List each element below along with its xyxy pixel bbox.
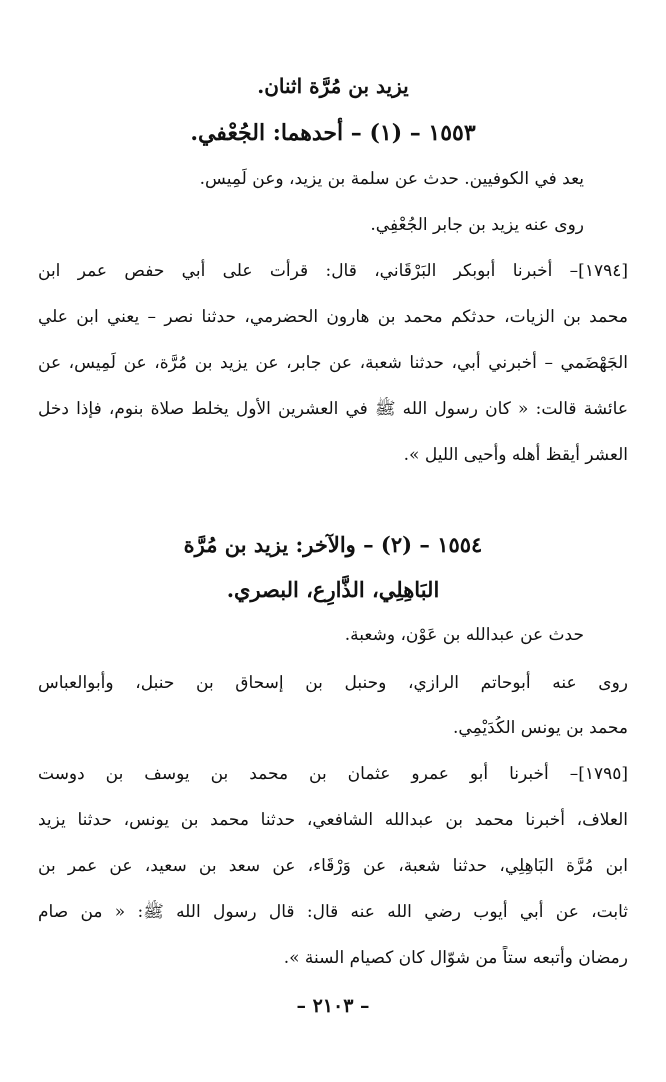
section-title: يزيد بن مُرَّة اثنان. xyxy=(257,74,409,98)
entry-1554-heading-1: ١٥٥٤ – (٢) – والآخر: يزيد بن مُرَّة xyxy=(183,532,483,557)
entry-1554-line-7: ثابت، عن أبي أيوب رضي الله عنه قال: قال رسول الله ﷺ: « من صام xyxy=(38,902,628,922)
page-number: – ٢١٠٣ – xyxy=(296,995,370,1017)
entry-1553-line-5: الجَهْضَمي – أخبرني أبي، حدثنا شعبة، عن جابر، عن يزيد بن مُرَّة، عن لَمِيس، عن xyxy=(38,353,628,373)
entry-1553-line-7: العشر أيقظ أهله وأحيى الليل ». xyxy=(403,445,628,465)
entry-1553-line-2: روى عنه يزيد بن جابر الجُعْفِي. xyxy=(370,215,584,235)
entry-1553-line-1: يعد في الكوفيين. حدث عن سلمة بن يزيد، وعن لَمِيس. xyxy=(199,169,584,189)
entry-1553-heading: ١٥٥٣ – (١) – أحدهما: الجُعْفي. xyxy=(190,120,476,146)
entry-1554-line-2: روى عنه أبوحاتم الرازي، وحنبل بن إسحاق بن حنبل، وأبوالعباس xyxy=(38,673,628,693)
entry-1554-line-1: حدث عن عبدالله بن عَوْن، وشعبة. xyxy=(344,625,584,645)
entry-1554-line-8: رمضان وأتبعه ستاً من شوّال كان كصيام السنة ». xyxy=(283,948,628,968)
entry-1553-line-3: [١٧٩٤]– أخبرنا أبوبكر البَرْقَاني، قال: قرأت على أبي حفص عمر ابن xyxy=(38,261,628,281)
entry-1554-line-5: العلاف، أخبرنا محمد بن عبدالله الشافعي، حدثنا محمد بن يونس، حدثنا يزيد xyxy=(38,810,628,830)
entry-1554-line-6: ابن مُرَّة البَاهِلِي، حدثنا شعبة، عن وَرْقَاء، عن سعد بن سعيد، عن عمر بن xyxy=(38,856,628,876)
entry-1554-line-3: محمد بن يونس الكُدَيْمِي. xyxy=(453,718,628,738)
entry-1554-line-4: [١٧٩٥]– أخبرنا أبو عمرو عثمان بن محمد بن يوسف بن دوست xyxy=(38,764,628,784)
entry-1553-line-6: عائشة قالت: « كان رسول الله ﷺ في العشرين الأول يخلط صلاة بنوم، فإذا دخل xyxy=(38,399,628,419)
entry-1553-line-4: محمد بن الزيات، حدثكم محمد بن هارون الحضرمي، حدثنا نصر – يعني ابن علي xyxy=(38,307,628,327)
entry-1554-heading-2: البَاهِلِي، الذَّارِع، البصري. xyxy=(226,577,440,602)
